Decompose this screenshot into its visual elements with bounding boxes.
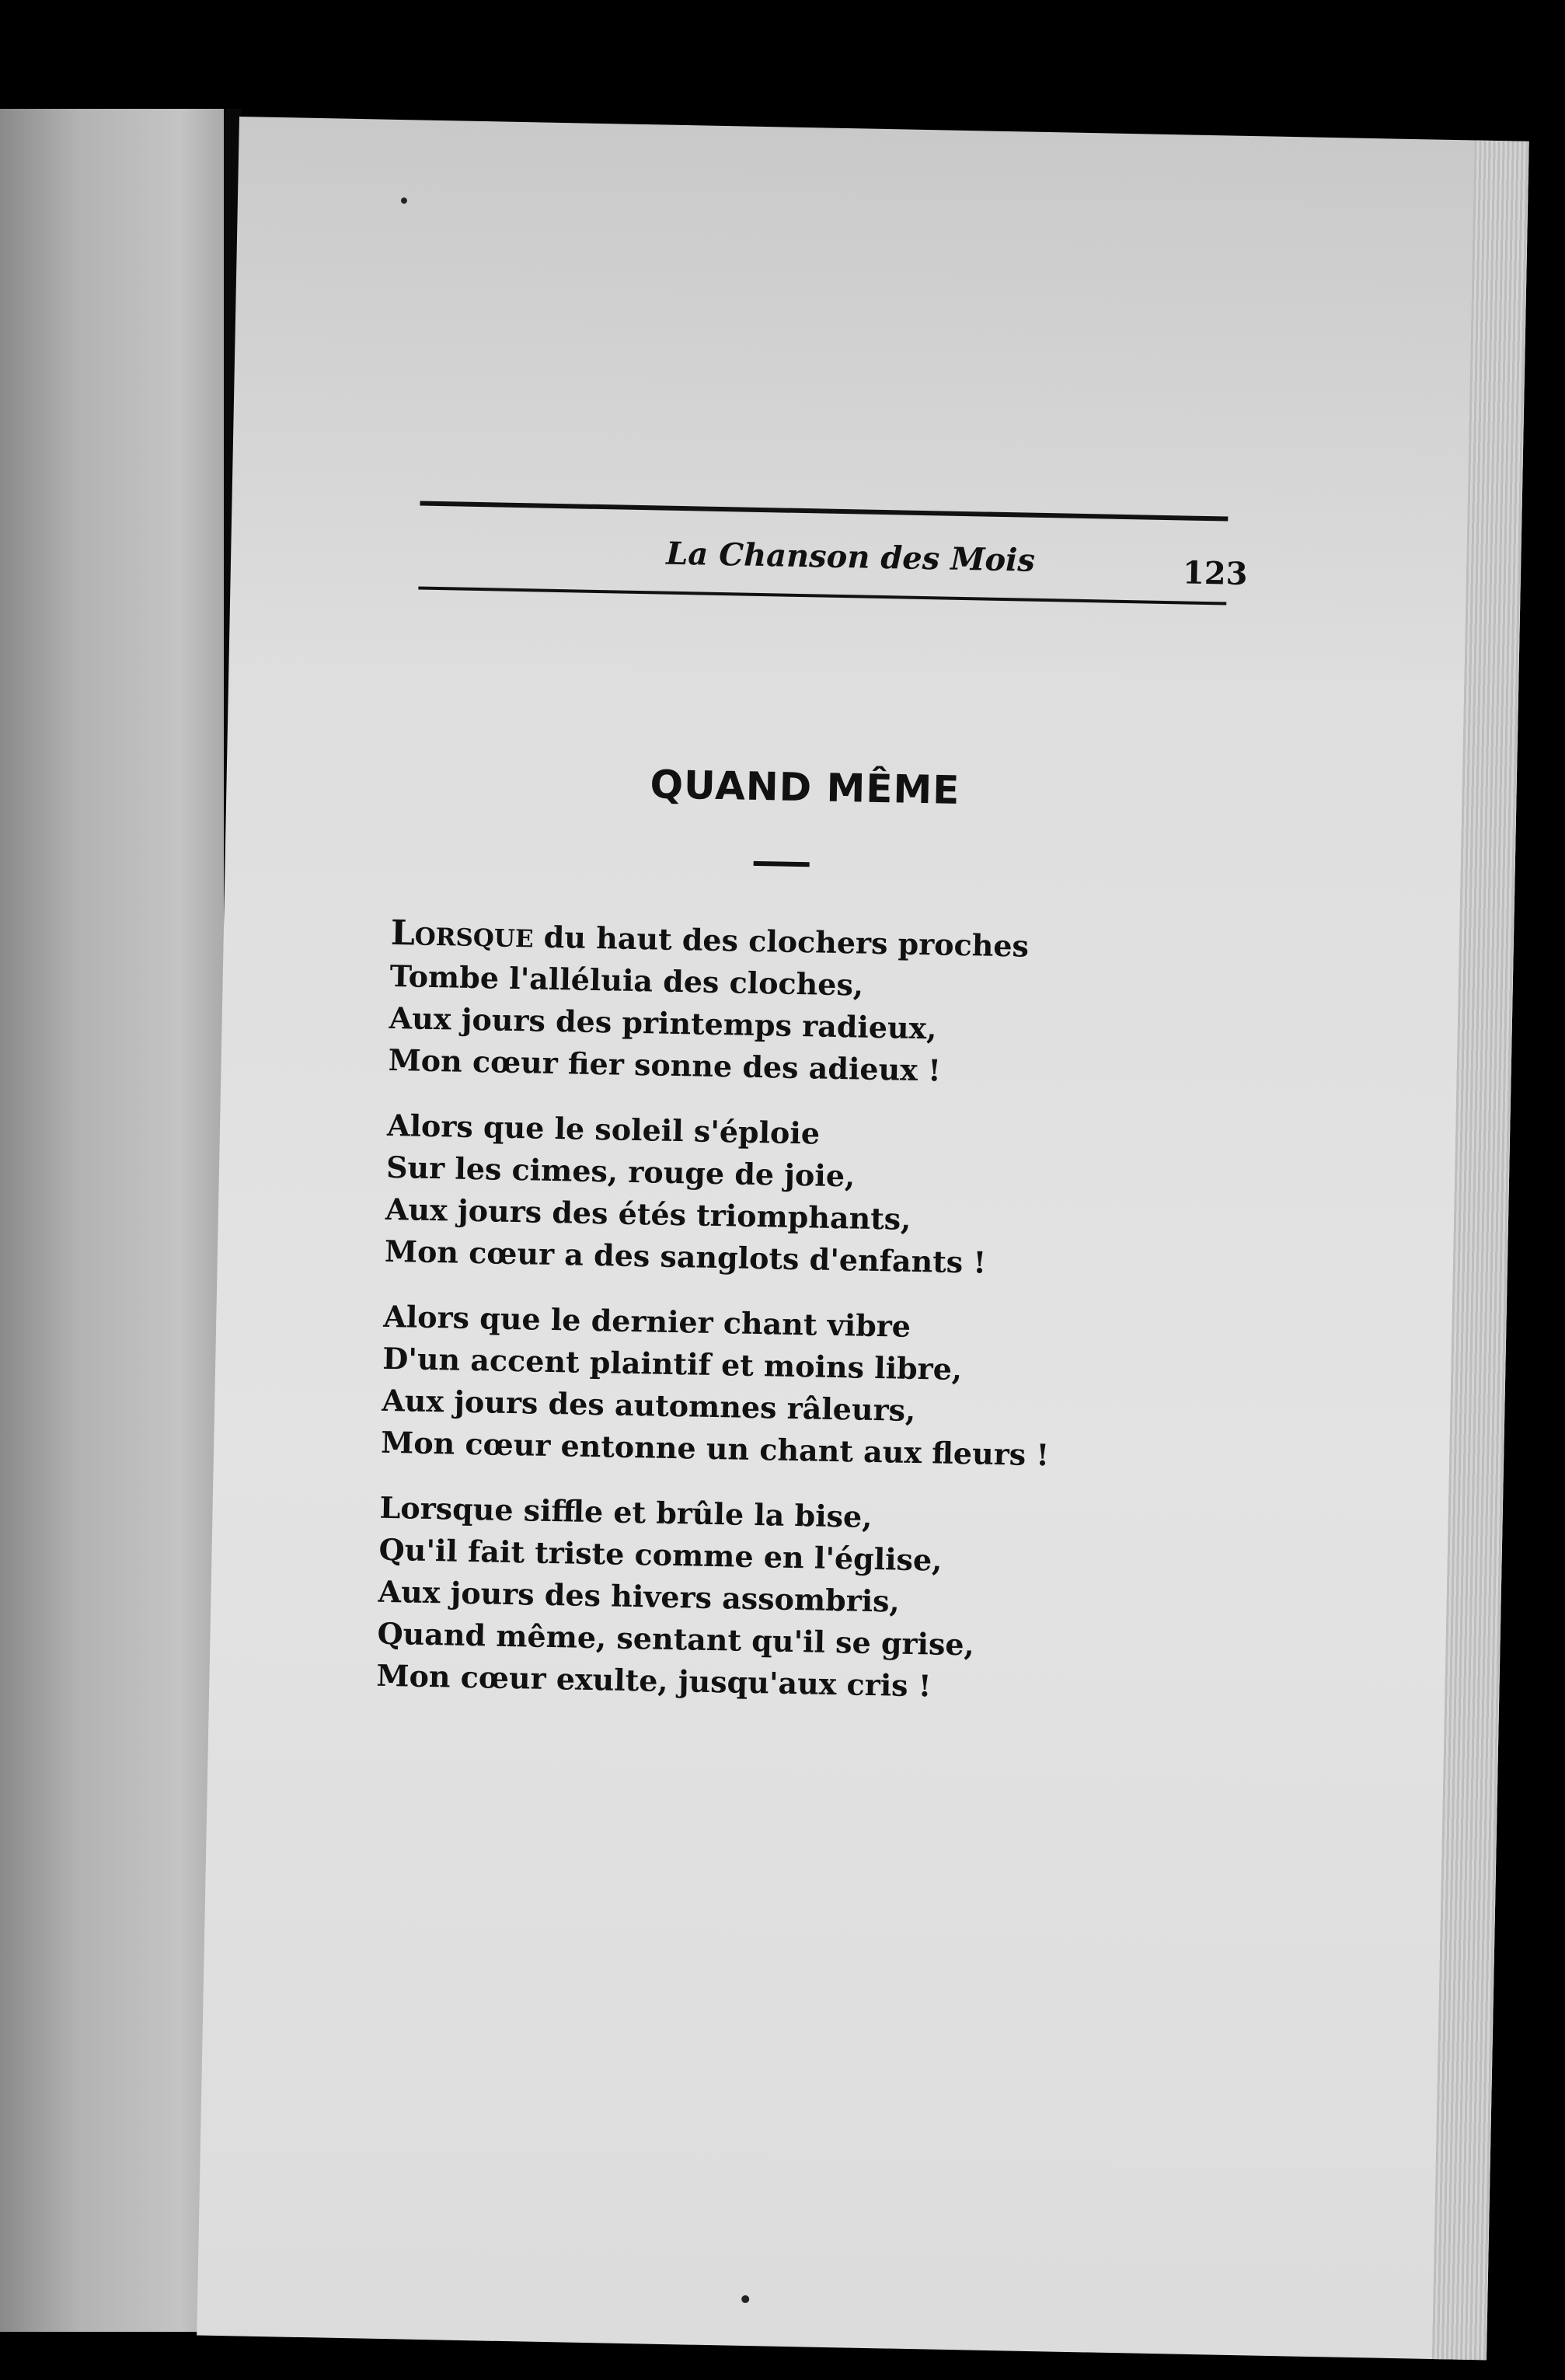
page-number: 123: [1182, 554, 1248, 593]
stanza: [376, 1487, 1235, 1713]
poem-line-rest: du haut des clochers proches: [533, 919, 1030, 964]
poem-line: Mon cœur entonne un chant aux fleurs !: [380, 1424, 1050, 1473]
poem-line: Aux jours des printemps radieux,: [389, 1000, 937, 1046]
film-speck: [741, 2295, 749, 2303]
poem-line: Aux jours des automnes râleurs,: [381, 1382, 916, 1429]
poem-line: Mon cœur a des sanglots d'enfants !: [384, 1233, 987, 1280]
poem-line: Aux jours des étés triomphants,: [385, 1191, 911, 1237]
poem-line: Lorsque siffle et brûle la bise,: [379, 1489, 873, 1534]
poem-line: Alors que le soleil s'éploie: [386, 1107, 821, 1151]
poem-line: Aux jours des hivers assombris,: [378, 1573, 901, 1619]
poem-line: Sur les cimes, rouge de joie,: [385, 1149, 856, 1194]
poem-line: Alors que le dernier chant vibre: [382, 1298, 911, 1344]
stanza: [381, 1296, 1239, 1480]
poem-line: Mon cœur fier sonne des adieux !: [388, 1042, 942, 1088]
stanza: [388, 913, 1246, 1098]
book-page: [197, 117, 1529, 2360]
dropcap-word: Lorsque: [390, 913, 535, 956]
film-speck: [401, 197, 407, 204]
stanza: [384, 1105, 1242, 1289]
poem-line: Mon cœur exulte, jusqu'aux cris !: [376, 1657, 932, 1704]
poem-line: Quand même, sentant qu'il se grise,: [377, 1615, 975, 1663]
poem-line: Qu'il fait triste comme en l'église,: [378, 1531, 943, 1578]
poem-line: D'un accent plaintif et moins libre,: [382, 1340, 963, 1387]
previous-page-edge: [0, 109, 225, 2332]
running-title: La Chanson des Mois: [665, 535, 1036, 579]
header-rule-bottom: [418, 587, 1226, 605]
header-rule-top: [420, 501, 1228, 522]
title-dash: [754, 861, 810, 867]
poem-body: [375, 913, 1246, 1736]
poem-title: QUAND MÊME: [650, 762, 960, 813]
poem-line: Tombe l'alléluia des cloches,: [389, 958, 864, 1003]
